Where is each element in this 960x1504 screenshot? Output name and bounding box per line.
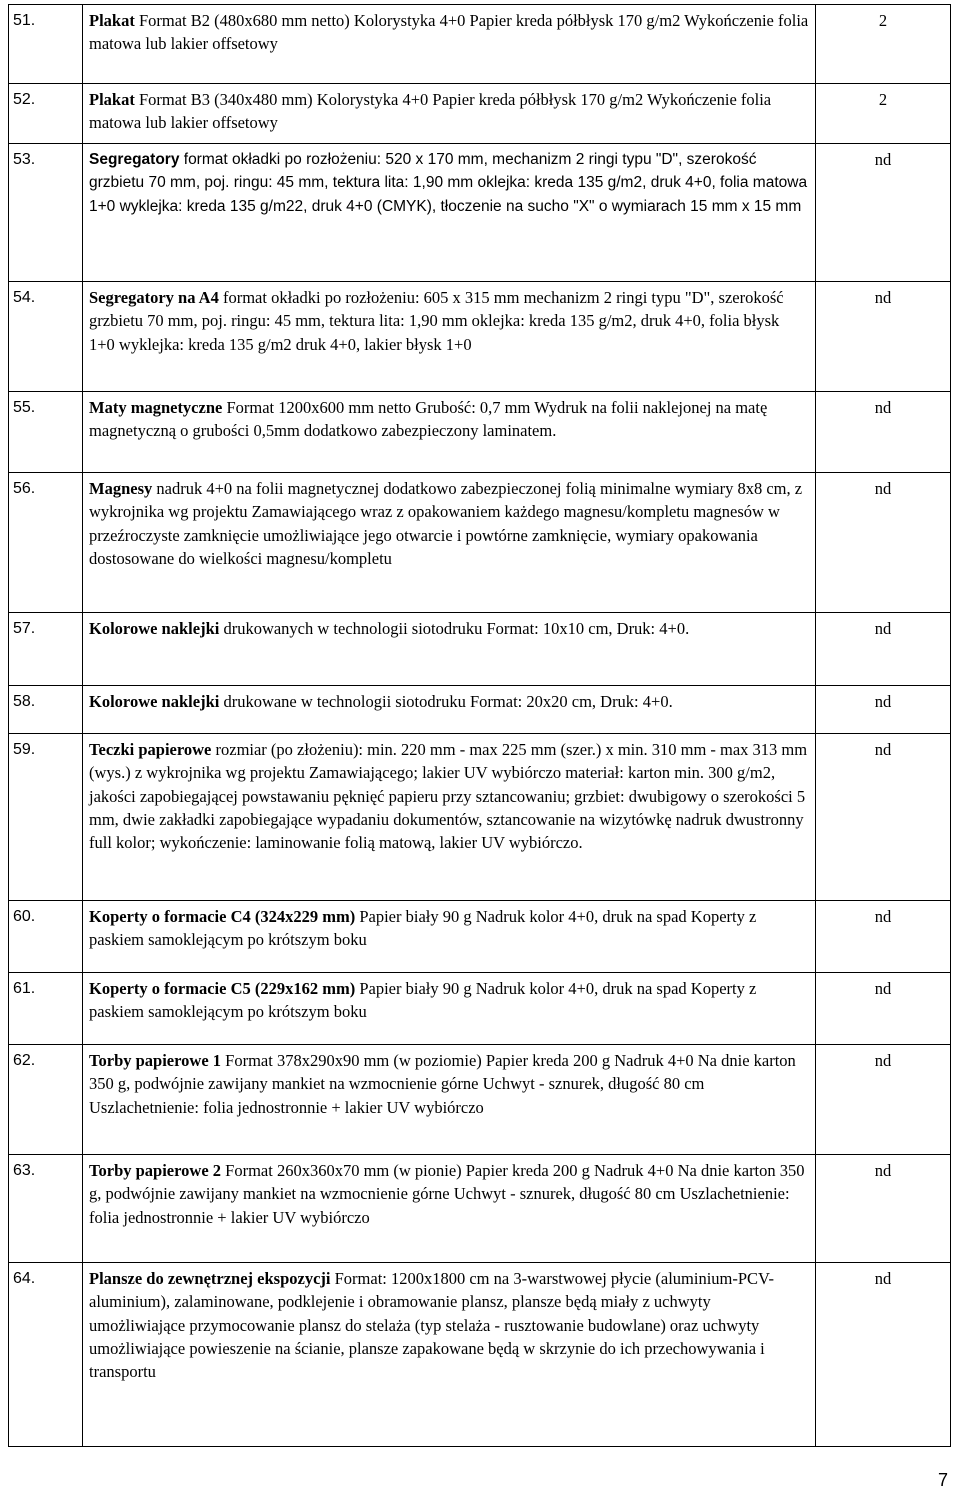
item-name: Plakat	[89, 90, 135, 109]
item-description	[83, 900, 816, 972]
item-quantity: nd	[816, 972, 951, 1044]
item-spec: Papier biały 90 g Nadruk kolor 4+0, druk na spad Koperty z paskiem samoklejącym po krótszym boku	[89, 906, 757, 950]
item-number: 51.	[9, 5, 83, 84]
item-spec: Format B2 (480x680 mm netto) Kolorystyka 4+0 Papier kreda półbłysk 170 g/m2 Wykończenie folia matowa lub lakier offsetowy	[89, 11, 809, 54]
table-row	[9, 1154, 951, 1262]
item-description	[83, 972, 816, 1044]
item-spec: Format 378x290x90 mm (w poziomie) Papier kreda 200 g Nadruk 4+0 Na dnie karton 350 g, podwójnie zawijany mankiet na wzmocnienie górne Uchwyt - sznurek, długość 80 cm Uszlachetnienie: folia jednostronnie + lakier UV wybiórczo	[89, 1050, 796, 1117]
table-row	[9, 1044, 951, 1154]
item-number: 58.	[9, 685, 83, 733]
table-row	[9, 685, 951, 733]
table-row	[9, 972, 951, 1044]
item-name: Kolorowe naklejki	[89, 691, 220, 711]
item-name: Maty magnetyczne	[89, 397, 223, 417]
item-name: Plakat	[89, 11, 135, 30]
item-number: 53.	[9, 143, 83, 281]
item-number: 63.	[9, 1154, 83, 1262]
table-row	[9, 612, 951, 685]
item-quantity: nd	[816, 1154, 951, 1262]
item-number: 59.	[9, 733, 83, 900]
item-spec: rozmiar (po złożeniu): min. 220 mm - max 225 mm (szer.) x min. 310 mm - max 313 mm (wys.) z wykrojnika wg projektu Zamawiającego; lakier UV wybiórczo materiał: karton min. 300 g/m2, jakości zapobiegającej powstawaniu pęknięć papieru przy sztancowaniu; grzbiet: dwubigowy o szerokości 5 mm, dwie zakładki zapobiegające wypadaniu dokumentów, sztancowanie na wizytówkę nadruk dwustronny full kolor; wykończenie: laminowanie folią matową, lakier UV wybiórczo.	[89, 739, 808, 853]
item-description	[83, 733, 816, 900]
table-row	[9, 5, 951, 84]
item-quantity: nd	[816, 281, 951, 391]
item-spec: drukowanych w technologii siotodruku Format: 10x10 cm, Druk: 4+0.	[219, 618, 690, 638]
table-row	[9, 472, 951, 612]
page-number: 7	[937, 1470, 948, 1490]
item-description	[83, 281, 816, 391]
item-number: 55.	[9, 391, 83, 472]
table-row	[9, 733, 951, 900]
item-number: 61.	[9, 972, 83, 1044]
item-spec: Format 260x360x70 mm (w pionie) Papier kreda 200 g Nadruk 4+0 Na dnie karton 350 g, podwójnie zawijany mankiet na wzmocnienie górne Uchwyt - sznurek, długość 80 cm Uszlachetnienie: folia jednostronnie + lakier UV wybiórczo	[89, 1160, 805, 1227]
item-quantity: nd	[816, 1262, 951, 1446]
item-name: Koperty o formacie C4 (324x229 mm)	[89, 906, 356, 926]
item-description	[83, 472, 816, 612]
item-quantity: nd	[816, 391, 951, 472]
item-description	[83, 143, 816, 281]
item-name: Segregatory	[89, 150, 180, 168]
table-row	[9, 900, 951, 972]
item-name: Teczki papierowe	[89, 739, 212, 759]
item-description	[83, 612, 816, 685]
item-quantity: nd	[816, 143, 951, 281]
table-row	[9, 281, 951, 391]
item-spec: format okładki po rozłożeniu: 605 x 315 mm mechanizm 2 ringi typu "D", szerokość grzbietu 70 mm, poj. ringu: 45 mm, tektura lita: 1,90 mm oklejka: kreda 135 g/m2, druk 4+0, folia błysk 1+0 wyklejka: kreda 135 g/m2 druk 4+0, lakier błysk 1+0	[89, 287, 784, 354]
item-spec: Format B3 (340x480 mm) Kolorystyka 4+0 Papier kreda półbłysk 170 g/m2 Wykończenie folia matowa lub lakier offsetowy	[89, 90, 772, 133]
item-description	[83, 391, 816, 472]
item-description	[83, 5, 816, 84]
item-quantity: nd	[816, 472, 951, 612]
item-description	[83, 1154, 816, 1262]
table-row	[9, 391, 951, 472]
item-number: 57.	[9, 612, 83, 685]
item-quantity: nd	[816, 1044, 951, 1154]
item-quantity: 2	[816, 5, 951, 84]
item-spec: Format 1200x600 mm netto Grubość: 0,7 mm Wydruk na folii naklejonej na matę magnetyczną o grubości 0,5mm dodatkowo zabezpieczony laminatem.	[89, 397, 768, 441]
item-spec: drukowane w technologii siotodruku Format: 20x20 cm, Druk: 4+0.	[219, 691, 673, 711]
item-quantity: nd	[816, 733, 951, 900]
item-number: 54.	[9, 281, 83, 391]
table-row	[9, 1262, 951, 1446]
item-name: Plansze do zewnętrznej ekspozycji	[89, 1268, 331, 1288]
item-number: 52.	[9, 84, 83, 144]
item-description	[83, 1044, 816, 1154]
item-number: 64.	[9, 1262, 83, 1446]
item-description	[83, 685, 816, 733]
item-name: Torby papierowe 1	[89, 1050, 222, 1070]
item-quantity: 2	[816, 84, 951, 144]
item-number: 62.	[9, 1044, 83, 1154]
item-description	[83, 84, 816, 144]
item-quantity: nd	[816, 685, 951, 733]
items-table	[8, 4, 951, 1447]
item-spec: Format: 1200x1800 cm na 3-warstwowej płycie (aluminium-PCV-aluminium), zalaminowane, podklejenie i obramowanie plansz, plansze będą miały z uchwyty umożliwiające przymocowanie plansz do stelaża (typ stelaża - rusztowanie budowlane) oraz uchwyty umożliwiające powieszenie na ścianie, plansze zapakowane będą w skrzynie do ich przechowywania i transportu	[89, 1268, 774, 1382]
table-row	[9, 143, 951, 281]
item-spec: nadruk 4+0 na folii magnetycznej dodatkowo zabezpieczonej folią minimalne wymiary 8x8 cm, z wykrojnika wg projektu Zamawiającego wraz z opakowaniem każdego magnesu/kompletu magnesów w przeźroczyste zamknięcie umożliwiające jego otwarcie i powtórne zamknięcie, wymiary opakowania dostosowane do wielkości magnesu/kompletu	[89, 478, 803, 569]
item-name: Torby papierowe 2	[89, 1160, 222, 1180]
item-number: 56.	[9, 472, 83, 612]
item-number: 60.	[9, 900, 83, 972]
item-spec: format okładki po rozłożeniu: 520 x 170 mm, mechanizm 2 ringi typu "D", szerokość grzbietu 70 mm, poj. ringu: 45 mm, tektura lita: 1,90 mm oklejka: kreda 135 g/m2, druk 4+0, folia matowa 1+0 wyklejka: kreda 135 g/m22, druk 4+0 (CMYK), tłoczenie na sucho "X" o wymiarach 15 mm x 15 mm	[89, 150, 808, 215]
item-description	[83, 1262, 816, 1446]
item-name: Kolorowe naklejki	[89, 618, 220, 638]
item-name: Magnesy	[89, 478, 153, 498]
item-name: Koperty o formacie C5 (229x162 mm)	[89, 978, 356, 998]
item-name: Segregatory na A4	[89, 287, 219, 307]
table-row	[9, 84, 951, 144]
item-quantity: nd	[816, 612, 951, 685]
item-spec: Papier biały 90 g Nadruk kolor 4+0, druk na spad Koperty z paskiem samoklejącym po krótszym boku	[89, 978, 757, 1022]
item-quantity: nd	[816, 900, 951, 972]
